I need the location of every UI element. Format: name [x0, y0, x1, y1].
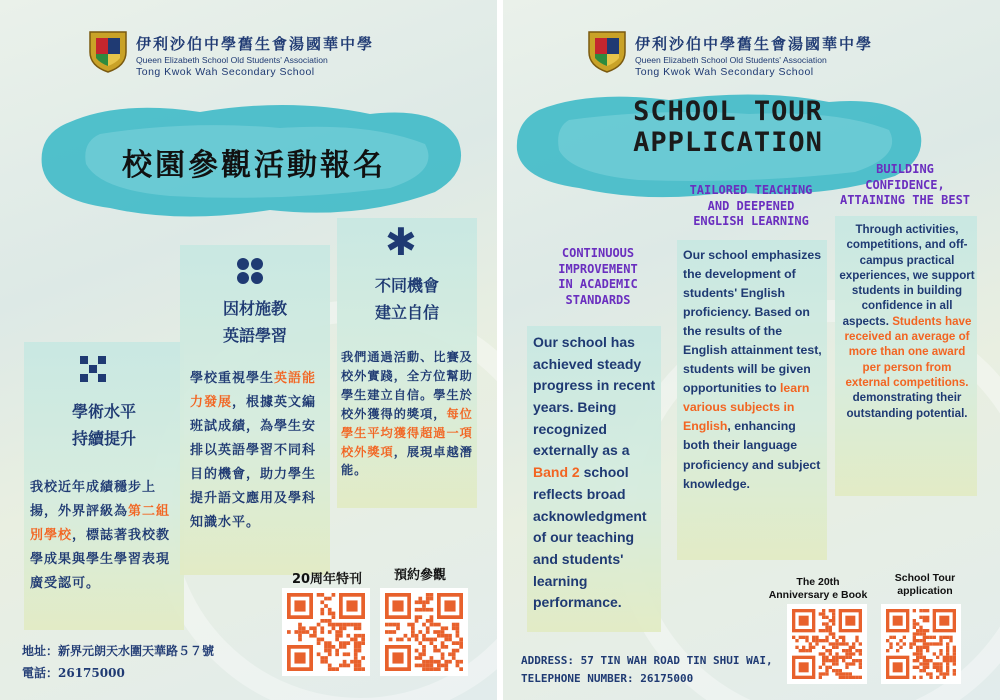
page-title-zh: 校園參觀活動報名	[122, 148, 386, 183]
card-body	[683, 246, 823, 494]
card-body-highlight: 每位學生平均獲得超過一項校外獎項	[341, 406, 473, 459]
card-body-text: Our school has achieved steady progress in recent years. Being recognized externally as a	[533, 334, 656, 459]
card-heading-line: TAILORED TEACHING	[689, 183, 813, 197]
card-english-en	[677, 240, 827, 560]
title-line: APPLICATION	[633, 127, 823, 159]
card-body-highlight: learn various subjects in English	[683, 381, 810, 434]
card-heading-line: 建立自信	[374, 303, 439, 323]
card-heading	[671, 183, 831, 230]
card-heading-line: AND DEEPENED	[707, 198, 795, 213]
card-body-text: Through activities, competitions, and off-campus practical experiences, we support students in building confidence in all aspects.	[839, 223, 975, 328]
four-dots-icon	[236, 257, 264, 285]
school-crest-icon	[88, 28, 128, 74]
school-name-zh: 伊利沙伯中學舊生會湯國華中學	[635, 35, 874, 53]
card-body	[190, 367, 324, 535]
card-confidence-zh	[337, 218, 477, 508]
poster-chinese	[0, 0, 497, 700]
card-body-highlight: 第二組別學校	[30, 504, 171, 544]
phone-zh: 電話：26175000	[22, 666, 125, 680]
card-heading-line: CONTINUOUS	[561, 246, 635, 260]
card-heading-line: IMPROVEMENT	[558, 261, 638, 276]
card-heading-line: 英語學習	[222, 326, 287, 346]
card-body-text: 學校重視學生	[190, 371, 275, 386]
card-english-zh	[180, 245, 330, 575]
card-academic-en	[527, 326, 661, 632]
page-title-en	[613, 96, 843, 158]
card-heading	[337, 272, 477, 326]
card-heading-line: STANDARDS	[565, 292, 631, 307]
card-heading-line: ENGLISH LEARNING	[693, 214, 809, 229]
school-name-en-line2: Tong Kwok Wah Secondary School	[136, 66, 315, 78]
qr-label-tour-application: School Tour application	[894, 572, 956, 598]
card-body-highlight: 英語能力發展	[190, 371, 317, 411]
card-heading-line: CONFIDENCE,	[865, 177, 945, 192]
qr-code-icon	[385, 593, 463, 671]
card-heading-line: 持續提升	[71, 429, 136, 449]
card-heading-line: 不同機會	[374, 276, 439, 295]
address-zh: 地址：新界元朗天水圍天華路５７號	[22, 644, 215, 658]
card-body-text: ，標誌著我校教學成果與學生學習表現廣受認可。	[30, 528, 171, 592]
asterisk-icon: ✱	[385, 220, 417, 264]
card-body-highlight: Students have received an average of more than one award per person from external competitions.	[844, 314, 972, 389]
card-body	[839, 222, 975, 421]
card-body-text: demonstrating their outstanding potential.	[846, 391, 968, 420]
qr-code-anniversary-ebook[interactable]	[787, 604, 867, 684]
card-body	[341, 348, 475, 480]
qr-label-tour: 預約參觀	[393, 568, 446, 583]
card-heading	[833, 162, 977, 209]
card-heading	[533, 246, 663, 308]
school-name-en-line2: Tong Kwok Wah Secondary School	[635, 66, 814, 78]
card-heading-line: BUILDING	[876, 162, 934, 176]
qr-code-icon	[886, 609, 956, 679]
card-body-text: ，展現卓越潛能。	[341, 444, 473, 478]
card-body-text: ，根據英文編班試成績，為學生安排以英語學習不同科目的機會，助力學生提升語文應用及學科知識水平。	[190, 395, 317, 531]
qr-code-anniversary[interactable]	[282, 588, 370, 676]
qr-label-anniversary-ebook: The 20th Anniversary e Book	[768, 576, 868, 602]
card-body-highlight: Band 2	[533, 464, 580, 481]
card-heading-line: ATTAINING THE BEST	[839, 193, 971, 208]
qr-code-icon	[792, 609, 862, 679]
school-crest-icon	[587, 28, 627, 74]
card-heading-line: 因材施教	[222, 299, 287, 318]
qr-code-tour-application[interactable]	[881, 604, 961, 684]
card-body	[533, 332, 659, 614]
card-body-text: school reflects broad acknowledgment of our teaching and students' learning performance.	[533, 464, 647, 611]
card-body-text: 我們通過活動、比賽及校外實踐，全方位幫助學生建立自信。學生於校外獲得的獎項，	[341, 350, 473, 421]
card-academic-zh	[24, 342, 184, 630]
phone-en: TELEPHONE NUMBER: 26175000	[521, 672, 694, 685]
school-name-en-line1: Queen Elizabeth School Old Students' Association	[635, 55, 827, 65]
card-body	[30, 476, 180, 596]
card-heading-line: IN ACADEMIC	[558, 277, 638, 292]
school-name-en-line1: Queen Elizabeth School Old Students' Association	[136, 55, 328, 65]
checker-icon	[80, 356, 106, 382]
qr-code-icon	[287, 593, 365, 671]
card-body-text: Our school emphasizes the development of students' English proficiency. Based on the results of the English attainment test, students will be given opportunities to	[683, 248, 822, 396]
title-line: SCHOOL TOUR	[633, 96, 823, 127]
card-heading	[24, 398, 184, 452]
poster-english	[503, 0, 1000, 700]
qr-label-anniversary: 20周年特刊	[291, 572, 363, 587]
card-heading-line: 學術水平	[71, 402, 136, 421]
school-name-zh: 伊利沙伯中學舊生會湯國華中學	[136, 35, 375, 53]
card-heading	[180, 295, 330, 349]
card-body-text: , enhancing both their language proficiency and subject knowledge.	[683, 419, 821, 491]
address-en: ADDRESS: 57 TIN WAH ROAD TIN SHUI WAI,	[521, 654, 773, 667]
card-confidence-en	[835, 216, 977, 496]
card-body-text: 我校近年成績穩步上揚，外界評級為	[30, 480, 157, 520]
qr-code-tour[interactable]	[380, 588, 468, 676]
